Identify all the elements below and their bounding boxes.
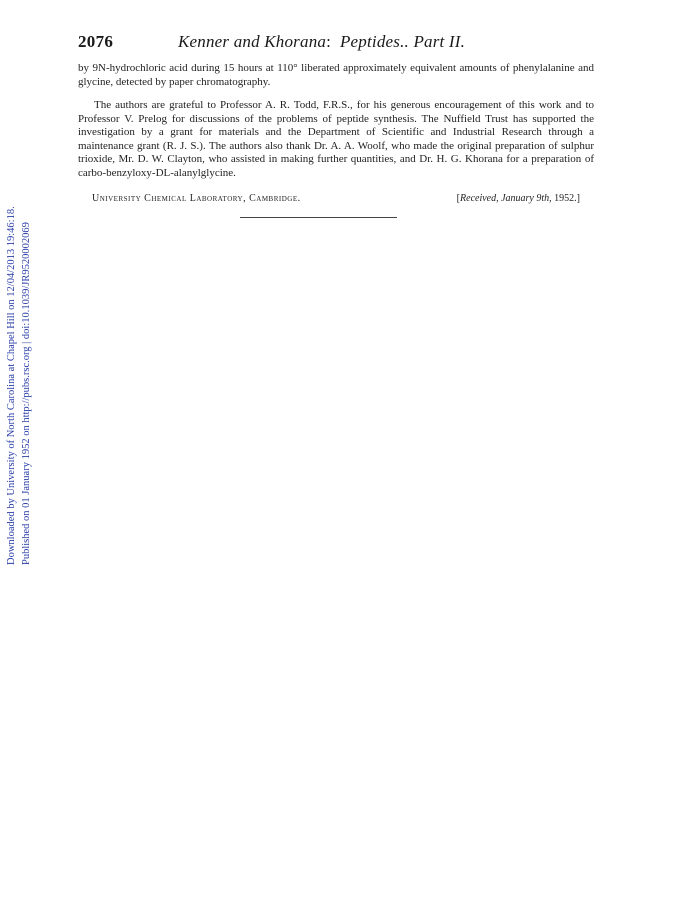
running-head <box>178 32 465 52</box>
acknowledgements-paragraph: The authors are grateful to Professor A. R. Todd, F.R.S., for his generous encouragement of this work and to Professor V. Prelog for discussions of the problems of peptide synthesis. The Nuffield Trust has supported the investigation by a grant for materials and the Department of Scientific and Industrial Research through a maintenance grant (R. J. S.). The authors also thank Dr. A. A. Woolf, who made the original preparation of sulphur trioxide, Mr. D. W. Clayton, who assisted in making further quantities, and Dr. H. G. Khorana for a preparation of carbo-benzyloxy-DL-alanylglycine. <box>78 99 594 179</box>
section-divider <box>240 217 397 218</box>
download-watermark <box>4 185 36 565</box>
download-note-line-1: Downloaded by University of North Carolina at Chapel Hill on 12/04/2013 19:46:18. <box>6 206 17 565</box>
running-head-authors: Kenner and Khorana <box>178 32 327 51</box>
paragraph-1: by 9N-hydrochloric acid during 15 hours at 110° liberated approximately equivalent amounts of phenylalanine and glycine, detected by paper chromatography. <box>78 62 594 88</box>
running-head-separator: : <box>326 32 332 51</box>
page-number: 2076 <box>78 32 114 51</box>
page-header <box>78 32 598 54</box>
affiliation: University Chemical Laboratory, Cambridge. <box>92 193 301 204</box>
received-label: Received, January 9th, <box>460 193 552 204</box>
received-bracket: [ <box>456 193 461 204</box>
received-date <box>457 193 580 204</box>
download-note-line-2: Published on 01 January 1952 on http://pubs.rsc.org | doi:10.1039/JR9520002069 <box>21 222 32 565</box>
received-year: 1952.] <box>554 193 580 204</box>
running-head-title: Peptides.. Part II. <box>339 32 466 51</box>
